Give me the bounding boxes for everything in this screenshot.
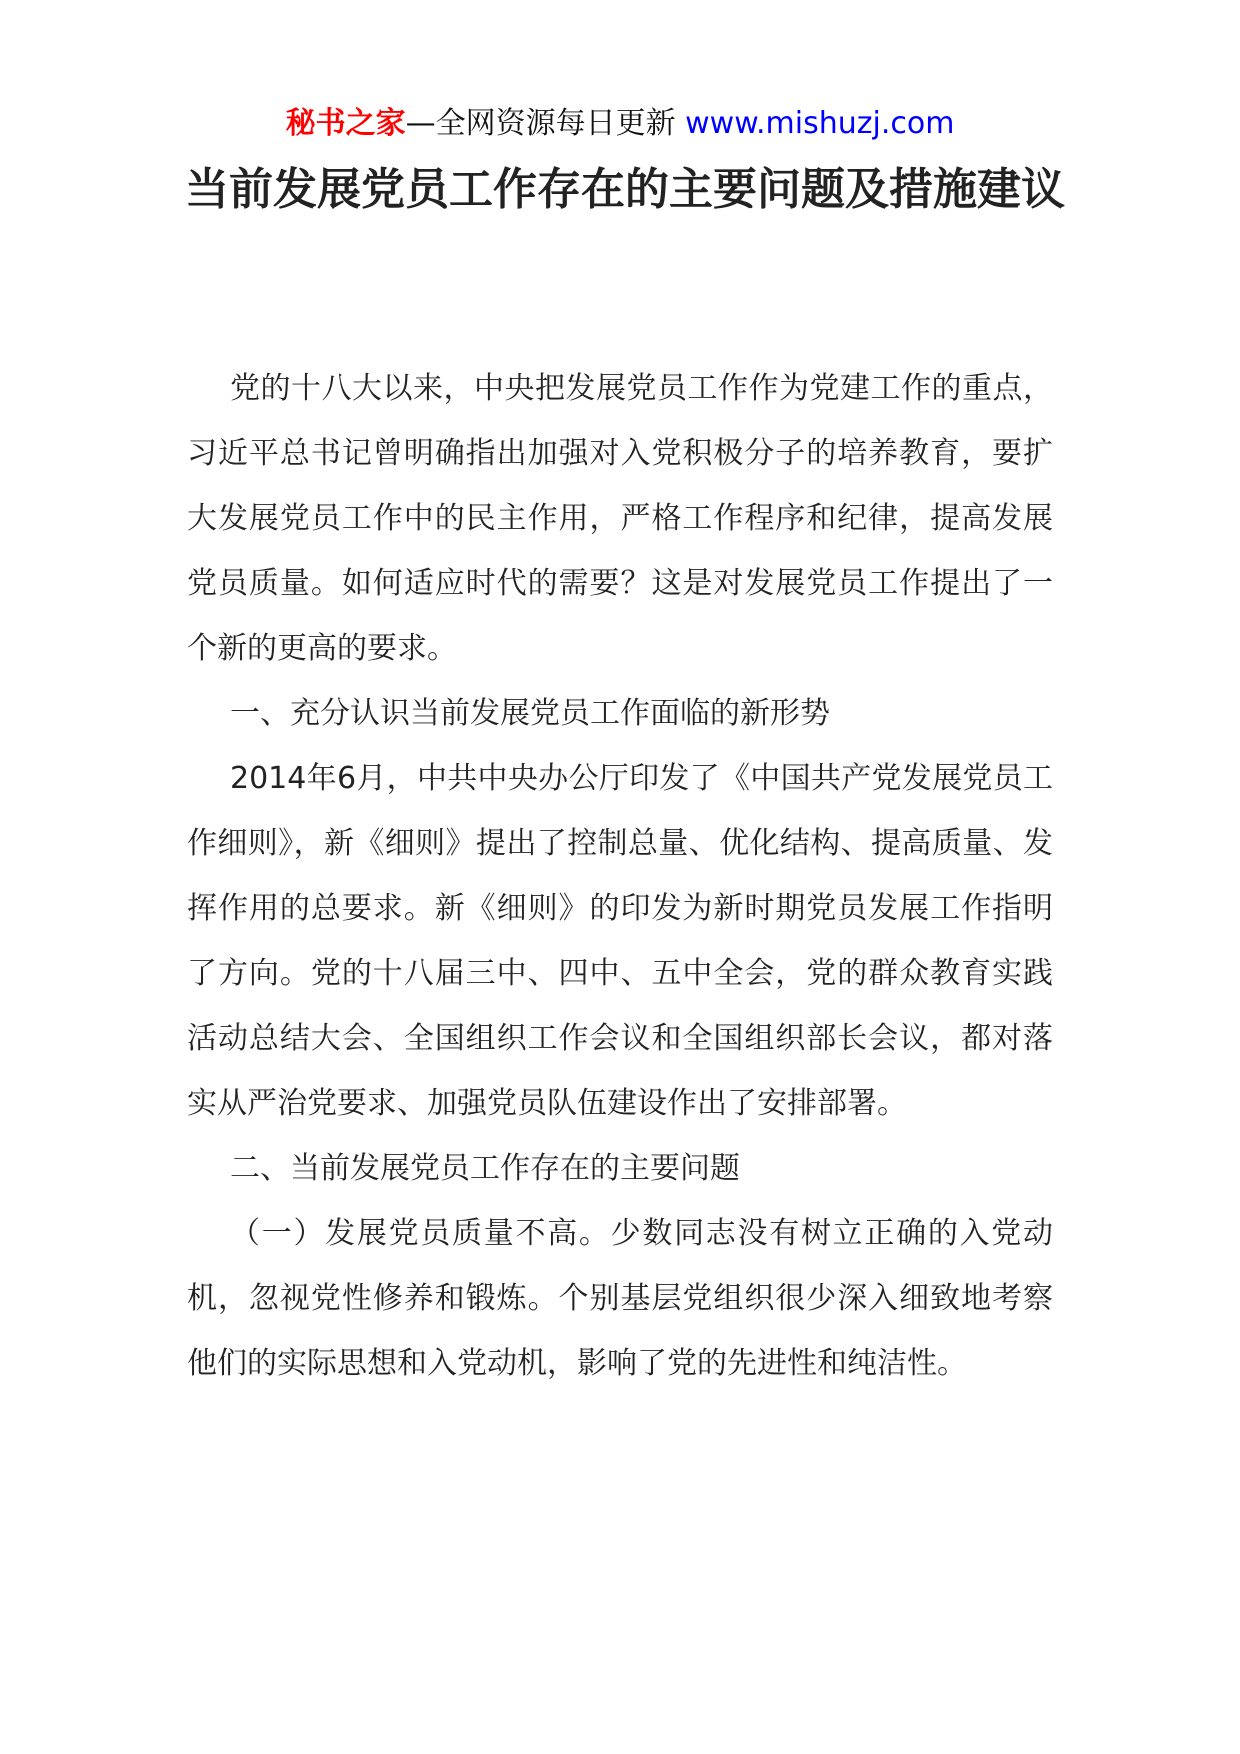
paragraph-intro: 党的十八大以来，中央把发展党员工作作为党建工作的重点，习近平总书记曾明确指出加强对入党积极分子的培养教育，要扩大发展党员工作中的民主作用，严格工作程序和纪律，提高发展党员质量。如何适应时代的需要？这是对发展党员工作提出了一个新的更高的要求。 [187,371,1053,666]
document-title: 当前发展党员工作存在的主要问题及措施建议 [185,164,1065,215]
document-body [187,356,1053,1396]
paragraph-section-2-item-1: （一）发展党员质量不高。少数同志没有树立正确的入党动机，忽视党性修养和锻炼。个别基层党组织很少深入细致地考察他们的实际思想和入党动机，影响了党的先进性和纯洁性。 [187,1216,1053,1381]
site-brand: 秘书之家 [285,106,406,141]
site-tagline: —全网资源每日更新 [405,106,676,141]
site-url-link[interactable]: www.mishuzj.com [685,106,955,141]
paragraph-section-1: 2014年6月，中共中央办公厅印发了《中国共产党发展党员工作细则》，新《细则》提出了控制总量、优化结构、提高质量、发挥作用的总要求。新《细则》的印发为新时期党员发展工作指明了方向。党的十八届三中、四中、五中全会，党的群众教育实践活动总结大会、全国组织工作会议和全国组织部长会议，都对落实从严治党要求、加强党员队伍建设作出了安排部署。 [187,761,1053,1121]
section-heading-1: 一、充分认识当前发展党员工作面临的新形势 [230,696,830,731]
site-header [0,102,1240,146]
section-heading-2: 二、当前发展党员工作存在的主要问题 [230,1151,740,1186]
